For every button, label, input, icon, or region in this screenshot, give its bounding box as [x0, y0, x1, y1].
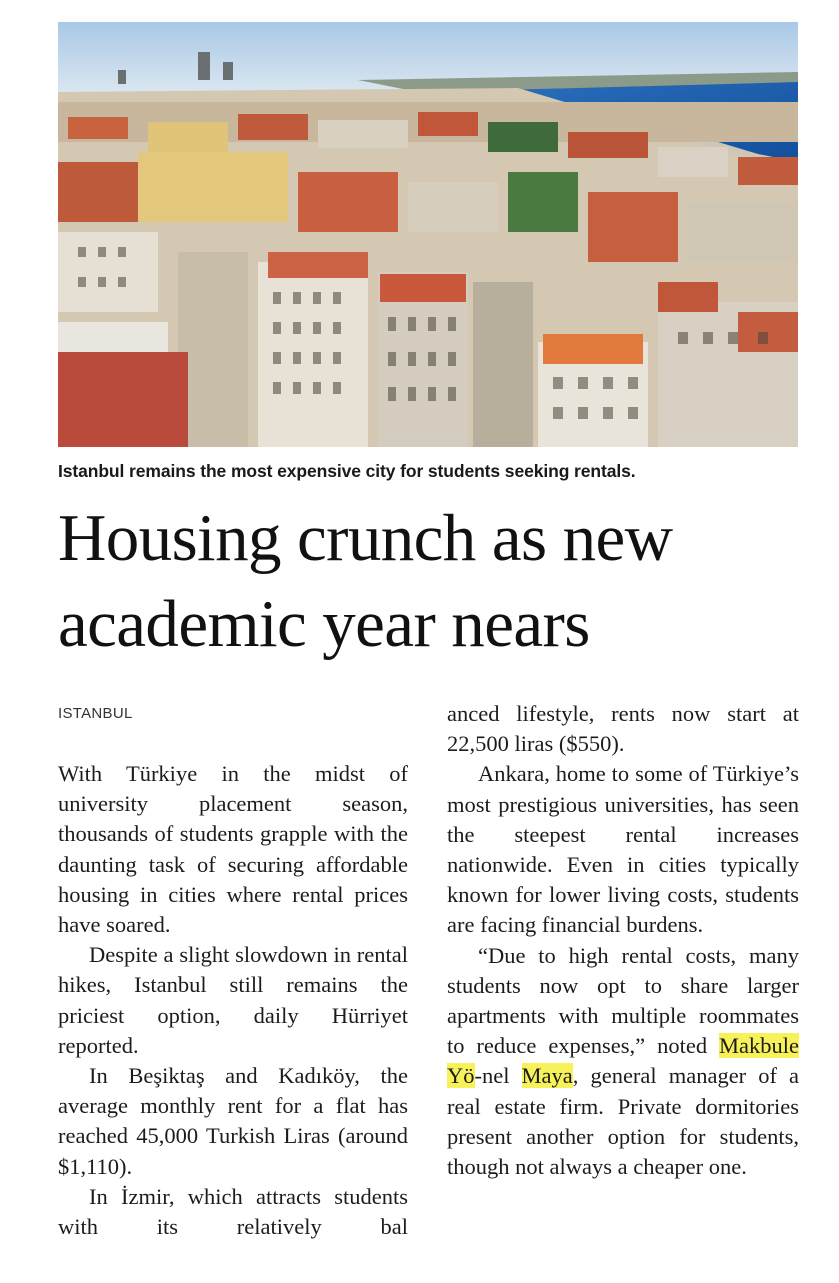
- quote-attribution-text: , general manager of a real estate firm. Private dormitories present another option for students, though not always a cheaper one.: [447, 1063, 800, 1180]
- photo-caption: Istanbul remains the most expensive city for students seeking rentals.: [58, 461, 636, 481]
- paragraph-1: With Türkiye in the midst of university placement season, thousands of students grapple with the daunting task of securing affordable housing in cities where rental prices have soared.: [58, 761, 408, 938]
- highlighted-name-second: Maya: [521, 1063, 573, 1089]
- paragraph-6: [447, 941, 799, 1183]
- news-photo: [58, 22, 798, 447]
- paragraph-4: In İzmir, which attracts students with its relatively bal: [58, 1183, 408, 1240]
- headline: Housing crunch as new academic year nears: [58, 501, 673, 661]
- paragraph-5: Ankara, home to some of Türkiye’s most prestigious universities, has seen the steepest rental increases nationwide. Even in cities typically known for lower living costs, students are facing financial burdens.: [447, 761, 799, 938]
- paragraph-4-continued: anced lifestyle, rents now start at 22,500 liras ($550).: [447, 701, 799, 757]
- paragraph-3: In Beşiktaş and Kadıköy, the average monthly rent for a flat has reached 45,000 Turkish Liras (around $1,110).: [58, 1063, 408, 1179]
- article-column-left: [58, 759, 408, 1242]
- highlighted-name-first: Makbule Yö: [447, 1033, 799, 1089]
- name-hyphen-text: -nel: [474, 1063, 522, 1089]
- paragraph-2: Despite a slight slowdown in rental hikes, Istanbul still remains the priciest option, daily Hürriyet reported.: [58, 942, 408, 1058]
- article-column-right: [447, 699, 799, 1182]
- dateline: ISTANBUL: [58, 705, 133, 722]
- istanbul-aerial-image: [58, 22, 798, 447]
- quote-text: “Due to high rental costs, many students now opt to share larger apartments with multiple roommates to reduce expenses,” noted: [447, 942, 799, 1059]
